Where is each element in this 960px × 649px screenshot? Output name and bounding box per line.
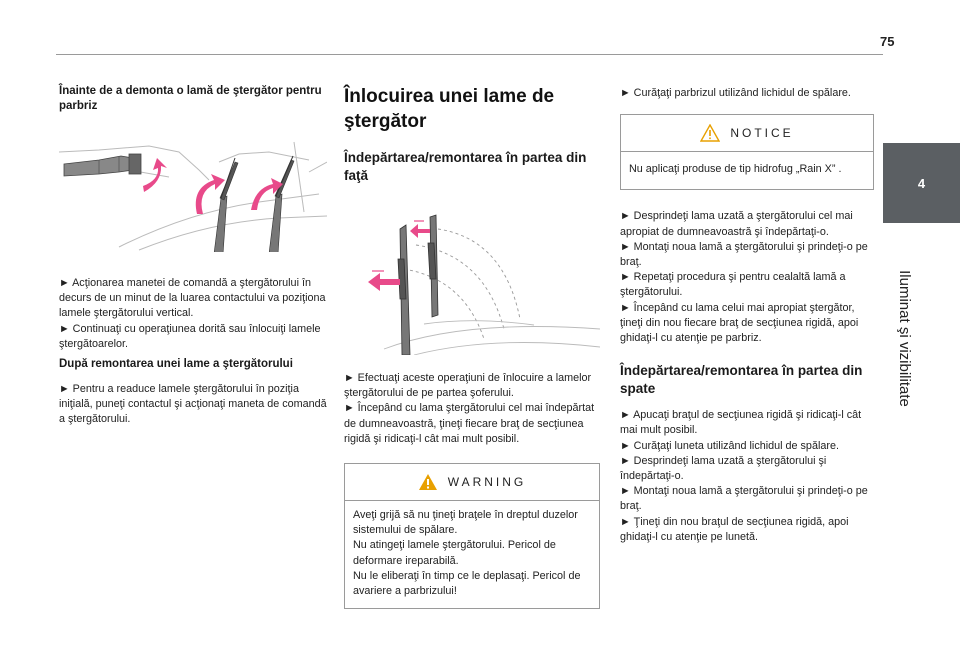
notice-body bbox=[621, 152, 873, 189]
chapter-tab bbox=[883, 143, 960, 223]
notice-text: Nu aplicaţi produse de tip hidrofug „Rain X” . bbox=[629, 163, 842, 176]
right-para-3: ► Repetaţi procedura şi pentru cealaltă lamă a ştergătorului. bbox=[620, 271, 846, 299]
left-para-2: ► Continuaţi cu operaţiunea dorită sau înlocuiţi lamele ştergătoarelor. bbox=[59, 322, 321, 350]
right-para-4: ► Începând cu lama celui mai apropiat ştergător, ţineţi din nou fiecare braţ de secţiunea rigidă, apoi ghidaţi-l cu atenţie pe parbriz. bbox=[620, 301, 859, 345]
middle-column bbox=[344, 84, 600, 609]
warning-header bbox=[345, 464, 599, 501]
notice-header bbox=[621, 115, 873, 152]
page-number: 75 bbox=[880, 34, 895, 49]
right-para-5: ► Apucaţi braţul de secţiunea rigidă şi ridicaţi-l cât mai mult posibil. bbox=[620, 409, 862, 437]
right-para-8: ► Montaţi noua lamă a ştergătorului şi prindeţi-o pe braţ. bbox=[620, 485, 868, 513]
right-heading: Îndepărtarea/remontarea în partea din spate bbox=[620, 363, 863, 397]
front-wiper-illustration bbox=[344, 199, 600, 355]
left-heading: Înainte de a demonta o lamă de ştergător pentru parbriz bbox=[59, 85, 322, 112]
section-title: Înlocuirea unei lame de ştergător bbox=[344, 86, 555, 132]
left-heading-2: După remontarea unei lame a ştergătorului bbox=[59, 358, 293, 371]
notice-title: NOTICE bbox=[730, 126, 794, 141]
notice-triangle-icon bbox=[700, 124, 720, 142]
right-column bbox=[620, 84, 874, 545]
warning-line-3: Nu le eliberaţi în timp ce le deplasaţi. Pericol de avariere a parbrizului! bbox=[353, 569, 581, 598]
warning-body bbox=[345, 501, 599, 608]
warning-triangle-icon bbox=[418, 473, 438, 491]
warning-box bbox=[344, 463, 600, 609]
middle-para-1: ► Efectuaţi aceste operaţiuni de înlocuire a lamelor ştergătorului de pe partea şoferului. bbox=[344, 372, 592, 400]
right-para-1: ► Desprindeţi lama uzată a ştergătorului cel mai apropiat de dumneavoastră şi îndepărtaţi-o. bbox=[620, 210, 853, 238]
right-para-0: ► Curăţaţi parbrizul utilizând lichidul de spălare. bbox=[620, 87, 851, 99]
chapter-label-container bbox=[883, 223, 925, 453]
wiper-stalk-illustration bbox=[59, 132, 327, 252]
right-para-2: ► Montaţi noua lamă a ştergătorului şi prindeţi-o pe braţ. bbox=[620, 240, 868, 269]
header-rule bbox=[56, 54, 883, 55]
left-para-3: ► Pentru a readuce lamele ştergătorului în poziţia iniţială, puneţi contactul şi acţionaţi maneta de comandă a ştergătorului. bbox=[59, 383, 327, 426]
chapter-label: Iluminat şi vizibilitate bbox=[895, 269, 913, 407]
right-para-6: ► Curăţaţi luneta utilizând lichidul de spălare. bbox=[620, 439, 839, 452]
notice-box bbox=[620, 114, 874, 190]
right-para-7: ► Desprindeţi lama uzată a ştergătorului şi îndepărtaţi-o. bbox=[620, 454, 827, 483]
left-para-1: ► Acţionarea manetei de comandă a ştergătorului în decurs de un minut de la luarea contactului va poziţiona lamele ştergătorului vertical. bbox=[59, 277, 326, 320]
middle-heading: Îndepărtarea/remontarea în partea din faţă bbox=[344, 150, 587, 183]
right-para-9: ► Ţineţi din nou braţul de secţiunea rigidă, apoi ghidaţi-l cu atenţie pe lunetă. bbox=[620, 515, 849, 543]
warning-line-1: Aveţi grijă să nu ţineţi braţele în dreptul duzelor sistemului de spălare. bbox=[353, 509, 578, 537]
chapter-number: 4 bbox=[917, 175, 926, 191]
warning-title: WARNING bbox=[447, 475, 527, 490]
middle-para-2: ► Începând cu lama ştergătorului cel mai îndepărtat de dumneavoastră, ţineţi fiecare braţ de secţiunea rigidă şi ridicaţi-l cât mai mult posibil. bbox=[344, 402, 595, 445]
warning-line-2: Nu atingeţi lamele ştergătorului. Pericol de deformare ireparabilă. bbox=[353, 539, 556, 567]
left-column bbox=[59, 84, 327, 428]
